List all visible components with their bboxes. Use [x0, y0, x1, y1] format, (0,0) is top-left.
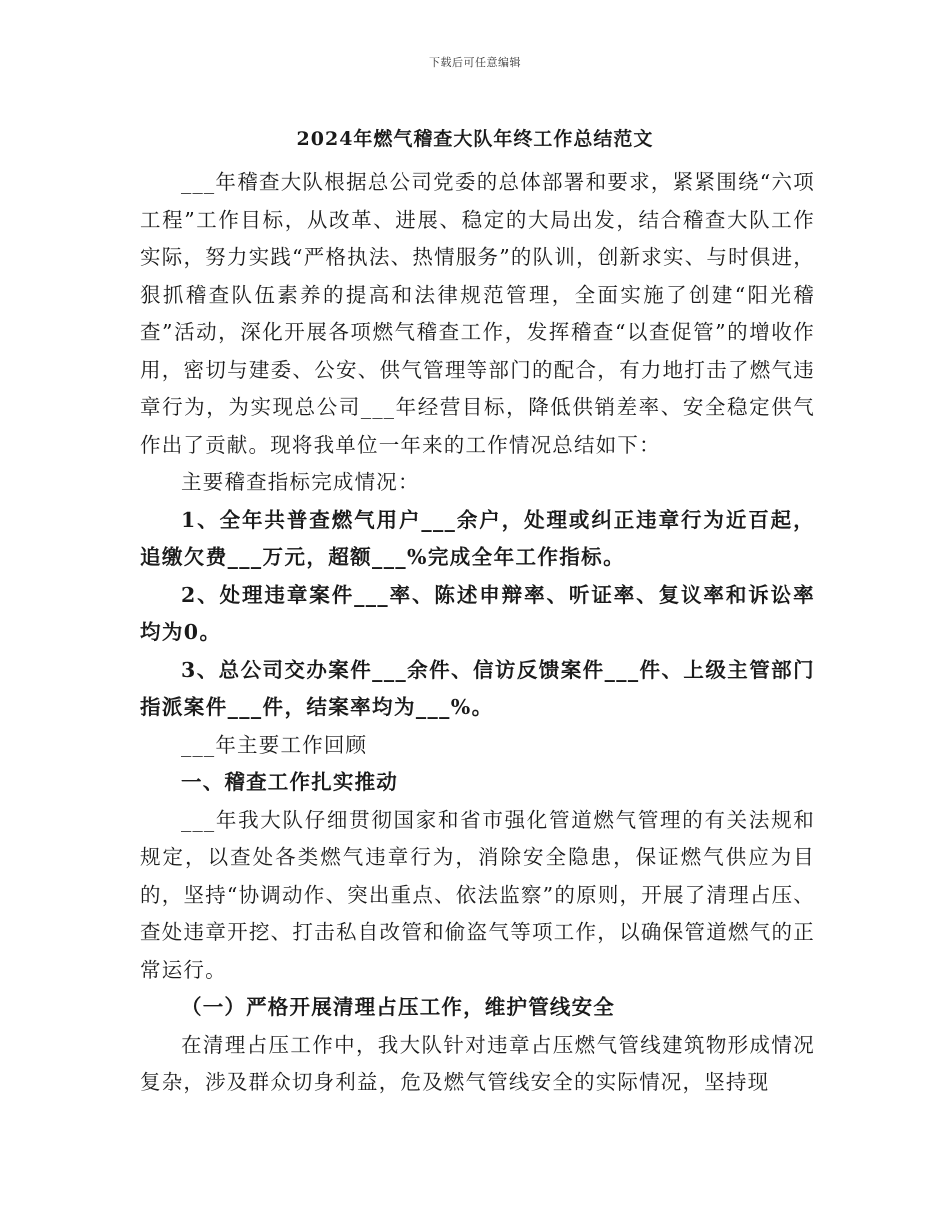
document-title: 2024年燃气稽查大队年终工作总结范文: [296, 128, 654, 150]
section-heading-1: 一、稽查工作扎实推动: [181, 770, 398, 794]
review-intro: ___年主要工作回顾: [181, 732, 368, 757]
subsection-1-paragraph: 在清理占压工作中，我大队针对违章占压燃气管线建筑物形成情况复杂，涉及群众切身利益，危及燃气管线安全的实际情况，坚持现: [140, 1032, 815, 1094]
indicator-item-1: 1、全年共普查燃气用户___余户，处理或纠正违章行为近百起，追缴欠费___万元，超额___%完成全年工作指标。: [140, 507, 815, 569]
document-body: [140, 164, 815, 1102]
indicator-item-3: 3、总公司交办案件___余件、信访反馈案件___件、上级主管部门指派案件___件，结案率均为___%。: [140, 657, 815, 719]
section-1-paragraph: ___年我大队仔细贯彻国家和省市强化管道燃气管理的有关法规和规定，以查处各类燃气违章行为，消除安全隐患，保证燃气供应为目的，坚持“协调动作、突出重点、依法监察”的原则，开展了清理占压、查处违章开挖、打击私自改管和偷盗气等项工作，以确保管道燃气的正常运行。: [140, 807, 815, 982]
indicator-item-2: 2、处理违章案件___率、陈述申辩率、听证率、复议率和诉讼率均为0。: [140, 582, 815, 644]
header-note: 下载后可任意编辑: [429, 56, 521, 69]
subsection-heading-1: （一）严格开展清理占压工作，维护管线安全: [181, 995, 615, 1019]
indicators-intro: 主要稽查指标完成情况：: [181, 470, 420, 494]
intro-paragraph: ___年稽查大队根据总公司党委的总体部署和要求，紧紧围绕“六项工程”工作目标，从改革、进展、稳定的大局出发，结合稽查大队工作实际，努力实践“严格执法、热情服务”的队训，创新求实、与时俱进，狠抓稽查队伍素养的提高和法律规范管理，全面实施了创建“阳光稽查”活动，深化开展各项燃气稽查工作，发挥稽查“以查促管”的增收作用，密切与建委、公安、供气管理等部门的配合，有力地打击了燃气违章行为，为实现总公司___年经营目标，降低供销差率、安全稳定供气作出了贡献。现将我单位一年来的工作情况总结如下：: [140, 170, 815, 457]
